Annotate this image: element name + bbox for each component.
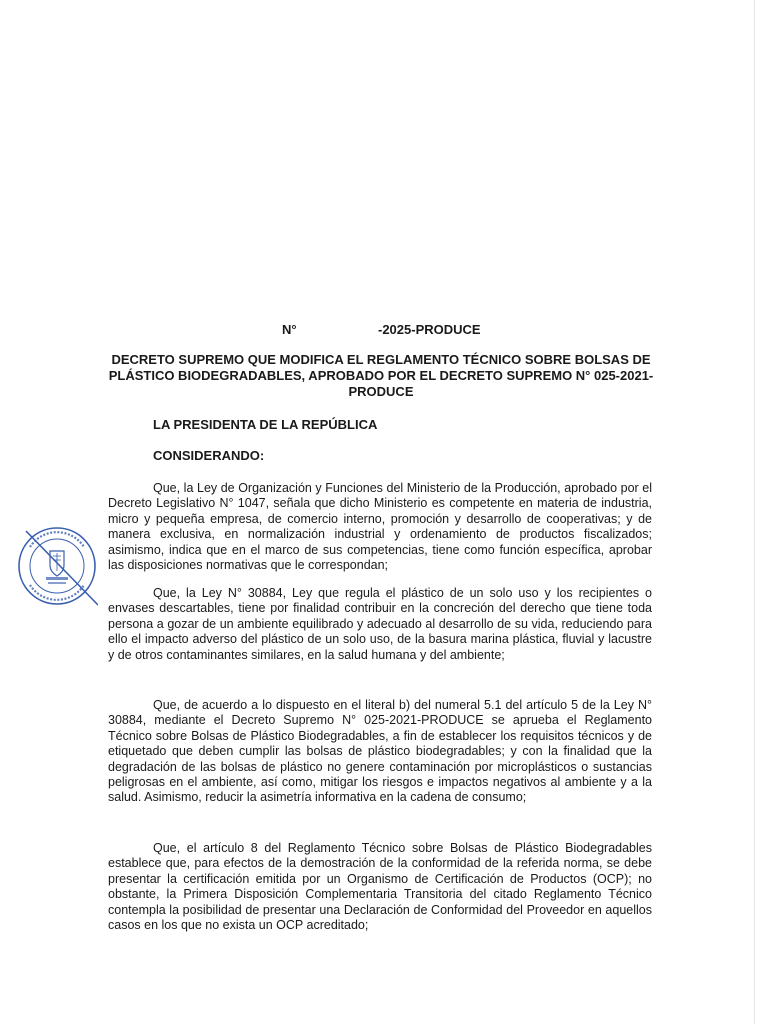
authority-heading: LA PRESIDENTA DE LA REPÚBLICA: [153, 417, 378, 432]
paragraph-1: Que, la Ley de Organización y Funciones del Ministerio de la Producción, aprobado por el Decreto Legislativo N° 1047, señala que dicho Ministerio es competente en materia de industria, micro y pequeña empresa, de comercio interno, promoción y desarrollo de cooperativas; y de manera exclusiva, en normalización industrial y ordenamiento de productos fiscalizados; asimismo, indica que en el marco de sus competencias, tiene como función específica, aprobar las disposiciones normativas que le correspondan;: [108, 481, 652, 573]
paragraph-3: Que, de acuerdo a lo dispuesto en el literal b) del numeral 5.1 del artículo 5 de la Ley N° 30884, mediante el Decreto Supremo N° 025-2021-PRODUCE se aprueba el Reglamento Técnico sobre Bolsas de Plástico Biodegradables, a fin de establecer los requisitos técnicos y de etiquetado que deben cumplir las bolsas de plástico biodegradables; y con la finalidad que la degradación de las bolsas de plástico no genere contaminación por microplásticos o sustancias peligrosas en el ambiente, así como, mitigar los riesgos e impactos negativos al ambiente y a la salud. Asimismo, reducir la asimetría informativa en la cadena de consumo;: [108, 698, 652, 805]
official-seal-icon: [16, 525, 98, 607]
page-edge-line: [754, 0, 755, 1024]
paragraph-2: Que, la Ley N° 30884, Ley que regula el plástico de un solo uso y los recipientes o envases descartables, tiene por finalidad contribuir en la concreción del derecho que tiene toda persona a gozar de un ambiente equilibrado y adecuado al desarrollo de su vida, reduciendo para ello el impacto adverso del plástico de un solo uso, de la basura marina plástica, fluvial y lacustre y de otros contaminantes similares, en la salud humana y del ambiente;: [108, 586, 652, 662]
document-number-prefix: N°: [282, 322, 297, 337]
document-title: DECRETO SUPREMO QUE MODIFICA EL REGLAMENTO TÉCNICO SOBRE BOLSAS DE PLÁSTICO BIODEGRADABLES, APROBADO POR EL DECRETO SUPREMO N° 025-2021-PRODUCE: [108, 352, 654, 399]
considering-heading: CONSIDERANDO:: [153, 448, 265, 463]
paragraph-4: Que, el artículo 8 del Reglamento Técnico sobre Bolsas de Plástico Biodegradables establece que, para efectos de la demostración de la conformidad de la referida norma, se debe presentar la certificación emitida por un Organismo de Certificación de Productos (OCP); no obstante, la Primera Disposición Complementaria Transitoria del citado Reglamento Técnico contempla la posibilidad de presentar una Declaración de Conformidad del Proveedor en aquellos casos en los que no exista un OCP acreditado;: [108, 841, 652, 933]
document-number-code: -2025-PRODUCE: [378, 322, 481, 337]
